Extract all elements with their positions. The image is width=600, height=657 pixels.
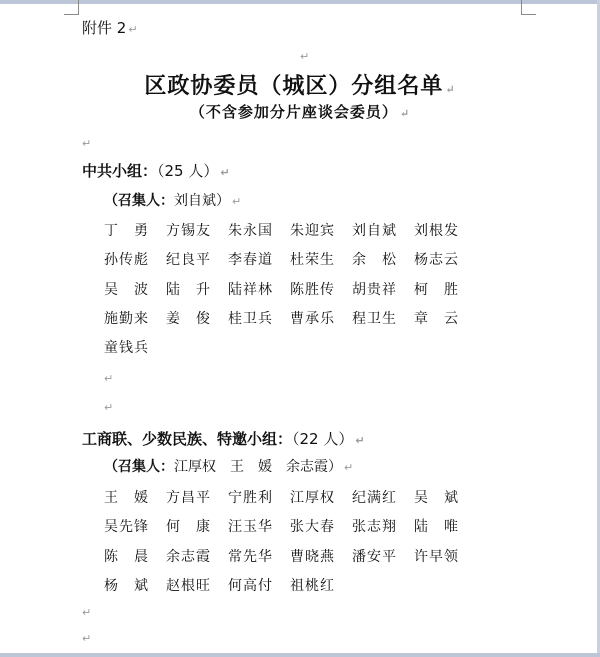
member-name: 刘自斌 (352, 223, 397, 239)
member-name: 吴先锋 (104, 519, 149, 536)
member-name: 曹承乐 (290, 310, 335, 327)
member-name: 柯 胜 (414, 281, 459, 298)
paragraph-mark: ↵ (220, 166, 230, 179)
member-name: 祖桃红 (290, 577, 335, 594)
member-name: 赵根旺 (166, 577, 211, 594)
member-name: 纪良平 (166, 252, 211, 269)
group-count: （22 人） (292, 430, 354, 448)
document-subtitle (0, 101, 600, 122)
paragraph-mark: ↵ (82, 606, 92, 619)
member-name: 余志霞 (166, 548, 211, 565)
member-name: 王 媛 (104, 490, 149, 506)
paragraph-mark: ↵ (355, 434, 365, 447)
member-name: 杨志云 (414, 252, 459, 269)
paragraph-mark: ↵ (300, 50, 310, 63)
member-name: 张大春 (290, 519, 335, 536)
member-name: 吴 斌 (414, 490, 459, 506)
subtitle-text: （不含参加分片座谈会委员） (189, 103, 398, 121)
group-name: 中共小组： (82, 162, 158, 180)
paragraph-mark: ↵ (128, 23, 138, 36)
member-name: 李春道 (228, 252, 273, 269)
document-title (0, 69, 600, 100)
member-name: 余 松 (352, 252, 397, 269)
member-name: 杨 斌 (104, 577, 149, 594)
member-name: 程卫生 (352, 310, 397, 327)
member-name: 方锡友 (166, 223, 211, 239)
paragraph-mark: ↵ (82, 632, 92, 645)
attachment-label (82, 17, 138, 38)
member-list (104, 487, 476, 604)
window-top-border (0, 0, 600, 4)
member-name: 陆祥林 (228, 281, 273, 298)
member-name: 何高付 (228, 577, 273, 594)
member-name: 吴 波 (104, 281, 149, 298)
member-name: 童钱兵 (104, 340, 149, 357)
member-name: 张志翔 (352, 519, 397, 536)
convener-names: 刘自斌） (174, 193, 230, 209)
group-heading (82, 160, 230, 181)
group-name: 工商联、少数民族、特邀小组： (82, 430, 293, 448)
member-name: 江厚权 (290, 490, 335, 506)
member-list (104, 220, 476, 366)
member-name: 杜荣生 (290, 252, 335, 269)
title-text: 区政协委员（城区）分组名单 (144, 73, 444, 99)
member-name: 汪玉华 (228, 519, 273, 536)
crop-mark-top-left (64, 0, 79, 15)
attachment-text: 附件 2 (82, 19, 127, 37)
crop-mark-top-right (521, 0, 536, 15)
paragraph-mark: ↵ (104, 401, 114, 414)
paragraph-mark: ↵ (344, 461, 354, 474)
member-name: 常先华 (228, 548, 273, 565)
group-count: （25 人） (157, 162, 219, 180)
paragraph-mark: ↵ (232, 195, 242, 208)
member-name: 陈胜传 (290, 281, 335, 298)
paragraph-mark: ↵ (104, 372, 114, 385)
member-name: 曹晓燕 (290, 548, 335, 565)
member-name: 朱迎宾 (290, 223, 335, 239)
convener-line (104, 190, 241, 210)
member-name: 孙传彪 (104, 252, 149, 269)
member-name: 桂卫兵 (228, 310, 273, 327)
member-name: 陆 唯 (414, 519, 459, 536)
member-name: 何 康 (166, 519, 211, 536)
group-heading (82, 428, 365, 449)
member-name: 方昌平 (166, 490, 211, 506)
member-name: 宁胜利 (228, 490, 273, 506)
member-name: 章 云 (414, 310, 459, 327)
convener-label: （召集人： (104, 459, 174, 475)
member-name: 潘安平 (352, 548, 397, 565)
member-name: 纪满红 (352, 490, 397, 506)
member-name: 陈 晨 (104, 548, 149, 565)
paragraph-mark: ↵ (399, 107, 411, 120)
paragraph-mark: ↵ (82, 137, 92, 150)
member-name: 姜 俊 (166, 310, 211, 327)
member-name: 陆 升 (166, 281, 211, 298)
convener-label: （召集人： (104, 193, 174, 209)
member-name: 丁 勇 (104, 223, 149, 239)
paragraph-mark: ↵ (445, 83, 456, 96)
member-name: 胡贵祥 (352, 281, 397, 298)
window-bottom-border (0, 653, 600, 657)
convener-line (104, 456, 353, 476)
member-name: 施勤来 (104, 310, 149, 327)
convener-names: 江厚权 王 媛 余志霞） (174, 459, 342, 475)
member-name: 刘根发 (414, 223, 459, 239)
member-name: 朱永国 (228, 223, 273, 239)
member-name: 许早领 (414, 548, 459, 565)
